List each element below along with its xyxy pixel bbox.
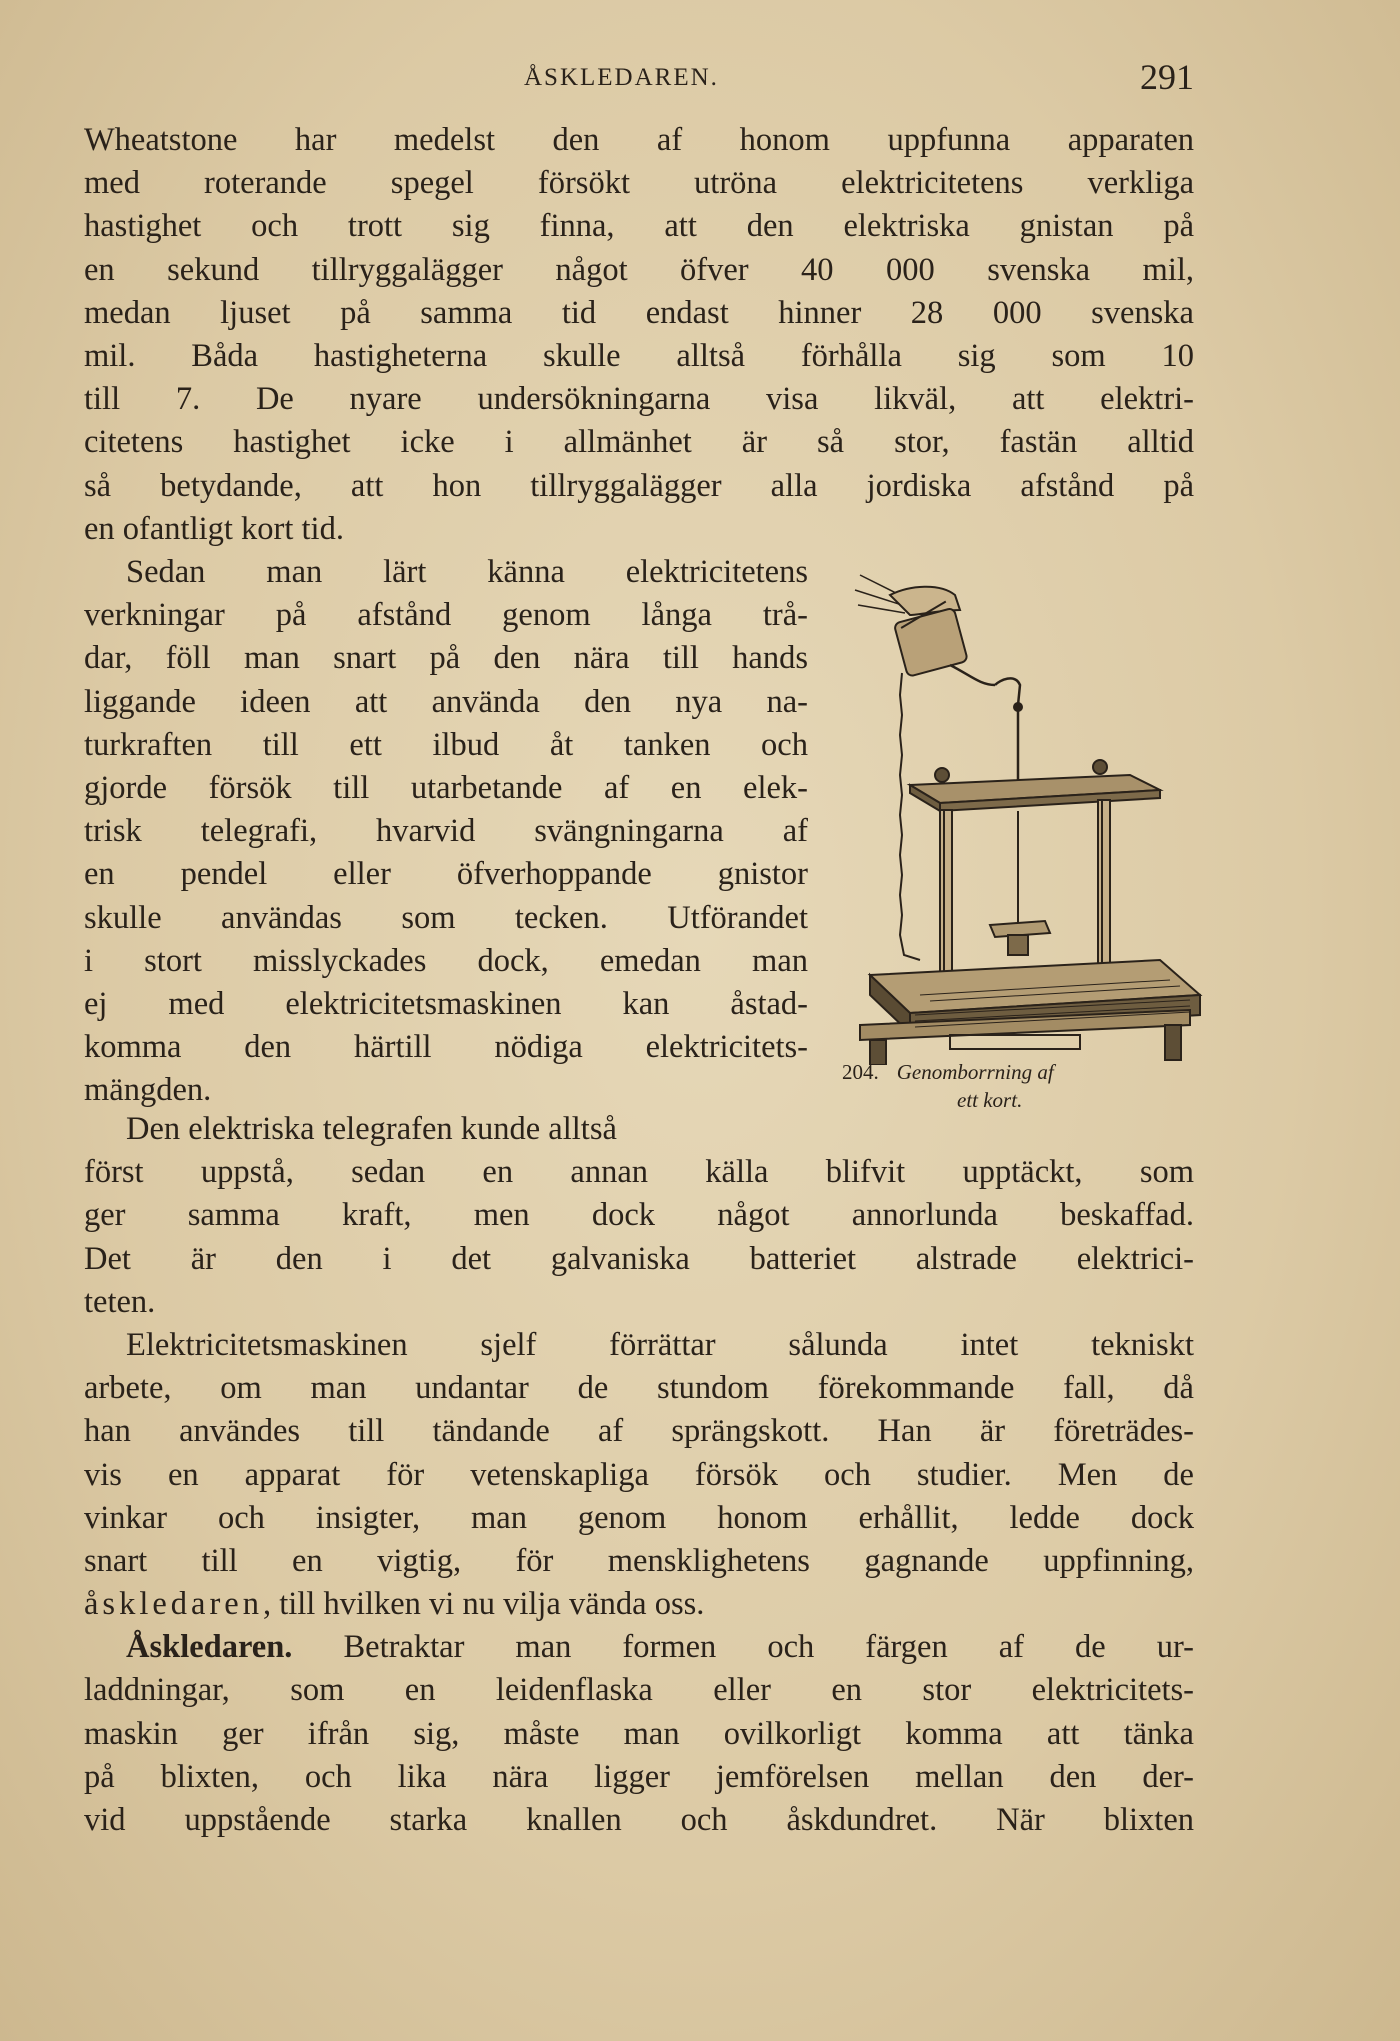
text-line: Elektricitetsmaskinen sjelf förrättar sålunda intet tekniskt (126, 1326, 1194, 1363)
page-header (84, 56, 1194, 106)
text-line: liggande ideen att använda den nya na- (84, 683, 808, 720)
text-line: en sekund tillryggalägger något öfver 40 000 svenska mil, (84, 251, 1194, 288)
figure-number: 204. (842, 1060, 879, 1084)
emphasized-term: åskledaren (84, 1586, 263, 1623)
text-line: han användes till tändande af sprängskott. Han är företrädes- (84, 1413, 1194, 1450)
page-number: 291 (1140, 57, 1194, 97)
text-line: arbete, om man undantar de stundom förekommande fall, då (84, 1370, 1194, 1407)
paragraph-wheatstone (84, 119, 1194, 551)
text-line: verkningar på afstånd genom långa trå- (84, 597, 808, 634)
text-line-rest: , till hvilken vi nu vilja vända oss. (262, 1586, 705, 1623)
text-line: Sedan man lärt känna elektricitetens (126, 554, 808, 590)
text-line: teten. (84, 1283, 156, 1320)
running-head: ÅSKLEDAREN. (524, 64, 719, 91)
text-line: komma den härtill nödiga elektricitets- (84, 1029, 808, 1066)
section-heading: Åskledaren. (126, 1629, 293, 1666)
text-line (84, 1626, 1194, 1669)
figure-caption-line-2: ett kort. (957, 1088, 1023, 1112)
text-line: först uppstå, sedan en annan källa blifvit upptäckt, som (84, 1154, 1194, 1191)
text-line: laddningar, som en leidenflaska eller en stor elektricitets- (84, 1672, 1194, 1709)
text-line: Wheatstone har medelst den af honom uppfunna apparaten (84, 122, 1194, 158)
text-line: en ofantligt kort tid. (84, 510, 344, 547)
text-line: citetens hastighet icke i allmänhet är så stor, fastän alltid (84, 424, 1194, 461)
text-line: medan ljuset på samma tid endast hinner 28 000 svenska (84, 294, 1194, 331)
text-line: trisk telegrafi, hvarvid svängningarna af (84, 813, 808, 850)
text-line: gjorde försök till utarbetande af en elek- (84, 769, 808, 806)
text-line: turkraften till ett ilbud åt tanken och (84, 726, 808, 763)
text-line: med roterande spegel försökt utröna elektricitetens verkliga (84, 165, 1194, 202)
text-line: till 7. De nyare undersökningarna visa likväl, att elektri- (84, 381, 1194, 418)
text-line: på blixten, och lika nära ligger jemförelsen mellan den der- (84, 1758, 1194, 1795)
text-line: vis en apparat för vetenskapliga försök och studier. Men de (84, 1456, 1194, 1493)
text-line: ger samma kraft, men dock något annorlunda beskaffad. (84, 1197, 1194, 1234)
text-line: snart till en vigtig, för mensklighetens gagnande uppfinning, (84, 1542, 1194, 1579)
text-line: i stort misslyckades dock, emedan man (84, 942, 808, 979)
figure-caption-line-1: Genomborrning af (896, 1060, 1054, 1084)
text-line: Det är den i det galvaniska batteriet alstrade elektrici- (84, 1240, 1194, 1277)
text-line: mil. Båda hastigheterna skulle alltså förhålla sig som 10 (84, 337, 1194, 374)
text-line: dar, föll man snart på den nära till hands (84, 640, 808, 677)
text-line: hastighet och trott sig finna, att den elektriska gnistan på (84, 208, 1194, 245)
paragraph-telegraph-origin (84, 551, 808, 1112)
text-line-rest: Betraktar man formen och färgen af de ur- (292, 1629, 1194, 1666)
text-line: mängden. (84, 1072, 212, 1109)
text-line: en pendel eller öfverhoppande gnistor (84, 856, 808, 893)
text-line: maskin ger ifrån sig, måste man ovilkorligt komma att tänka (84, 1715, 1194, 1752)
text-line: vid uppstående starka knallen och åskdundret. När blixten (84, 1802, 1194, 1838)
text-line: Den elektriska telegrafen kunde alltså (126, 1111, 617, 1147)
text-line: ej med elektricitetsmaskinen kan åstad- (84, 985, 808, 1022)
paragraph-galvanic (84, 1108, 1194, 1842)
text-line: vinkar och insigter, man genom honom erhållit, ledde dock (84, 1499, 1194, 1536)
card-perforation-illustration (830, 555, 1210, 1065)
text-line (84, 1583, 1194, 1626)
figure-caption (842, 1058, 1182, 1114)
text-line: skulle användas som tecken. Utförandet (84, 899, 808, 936)
text-line: så betydande, att hon tillryggalägger alla jordiska afstånd på (84, 467, 1194, 504)
